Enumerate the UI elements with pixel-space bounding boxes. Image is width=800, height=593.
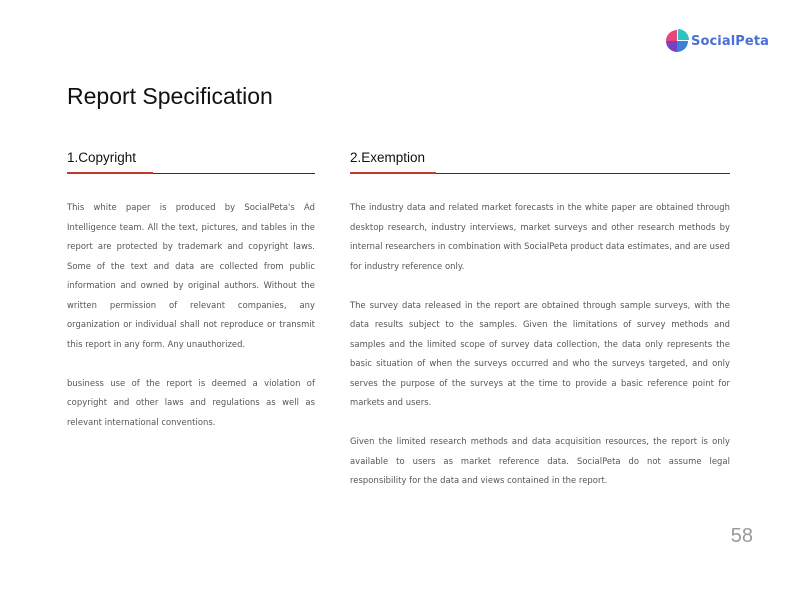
- exemption-section: [350, 150, 730, 491]
- page-title: Report Specification: [67, 83, 273, 109]
- copyright-heading: 1.Copyright: [67, 150, 137, 165]
- copyright-body: [67, 198, 315, 432]
- copyright-paragraph: This white paper is produced by SocialPeta's Ad Intelligence team. All the text, pictures, and tables in the report are protected by trademark and copyright laws. Some of the text and data are collected from public information and owned by original authors. Without the written permission of relevant companies, any organization or individual shall not reproduce or transmit this report in any form. Any unauthorized.: [67, 202, 315, 349]
- copyright-paragraph: business use of the report is deemed a violation of copyright and other laws and regulations as well as relevant international conventions.: [67, 377, 315, 427]
- socialpeta-logo: [665, 29, 769, 53]
- exemption-paragraph: The survey data released in the report are obtained through sample surveys, with the data results subject to the samples. Given the limitations of survey methods and samples and the limited scope of survey data collection, the data only represents the basic situation of when the surveys occurred and who the surveys targeted, and only serves the purpose of the surveys at the time to provide a basic reference point for markets and users.: [350, 299, 730, 407]
- section-divider: [350, 173, 730, 174]
- divider-accent: [350, 172, 436, 174]
- exemption-paragraph: The industry data and related market forecasts in the white paper are obtained through desktop research, industry interviews, market surveys and other research methods by internal researchers in combination with SocialPeta product data estimates, and are used for industry reference only.: [350, 202, 730, 271]
- divider-accent: [67, 172, 153, 174]
- exemption-body: [350, 198, 730, 491]
- page-number: 58: [730, 525, 753, 547]
- section-divider: [67, 173, 315, 174]
- exemption-heading: 2.Exemption: [350, 150, 426, 165]
- socialpeta-logo-icon: [665, 29, 689, 53]
- logo-text: SocialPeta: [691, 33, 770, 49]
- copyright-section: [67, 150, 315, 432]
- exemption-paragraph: Given the limited research methods and data acquisition resources, the report is only available to users as market reference data. SocialPeta do not assume legal responsibility for the data and views contained in the report.: [350, 436, 730, 485]
